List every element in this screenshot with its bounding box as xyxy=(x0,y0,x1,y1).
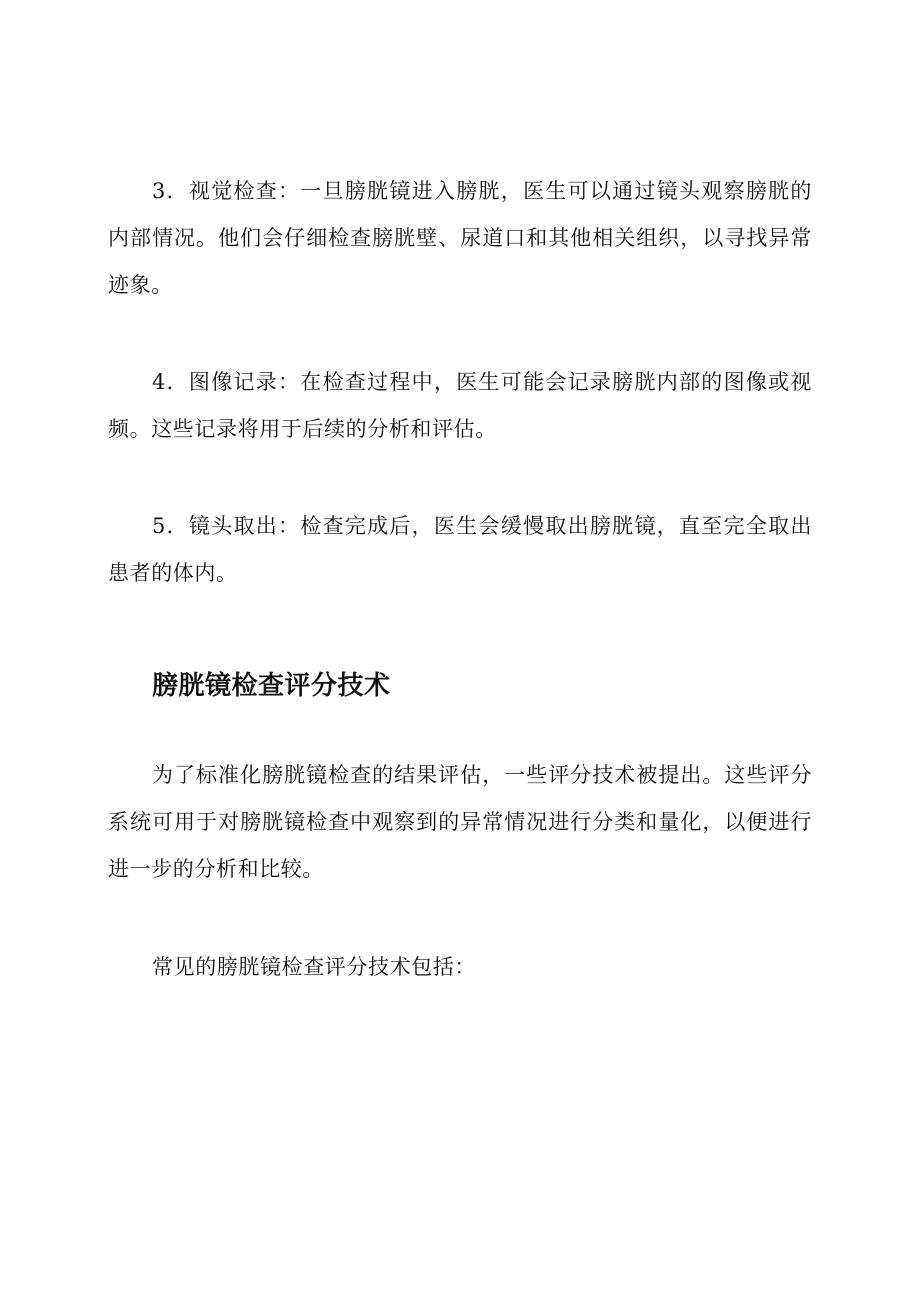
common-techniques-paragraph: 常见的膀胱镜检查评分技术包括： xyxy=(152,955,476,979)
intro-paragraph: 为了标准化膀胱镜检查的结果评估，一些评分技术被提出。这些评分系统可用于对膀胱镜检查中观察到的异常情况进行分类和量化，以便进行进一步的分析和比较。 xyxy=(108,763,812,881)
section-heading: 膀胱镜检查评分技术 xyxy=(152,671,391,701)
step-5-paragraph: 5．镜头取出：检查完成后，医生会缓慢取出膀胱镜，直至完全取出患者的体内。 xyxy=(108,514,812,585)
step-4-paragraph: 4．图像记录：在检查过程中，医生可能会记录膀胱内部的图像或视频。这些记录将用于后续的分析和评估。 xyxy=(108,370,812,441)
step-3-paragraph: 3．视觉检查：一旦膀胱镜进入膀胱，医生可以通过镜头观察膀胱的内部情况。他们会仔细检查膀胱壁、尿道口和其他相关组织，以寻找异常迹象。 xyxy=(108,179,812,297)
